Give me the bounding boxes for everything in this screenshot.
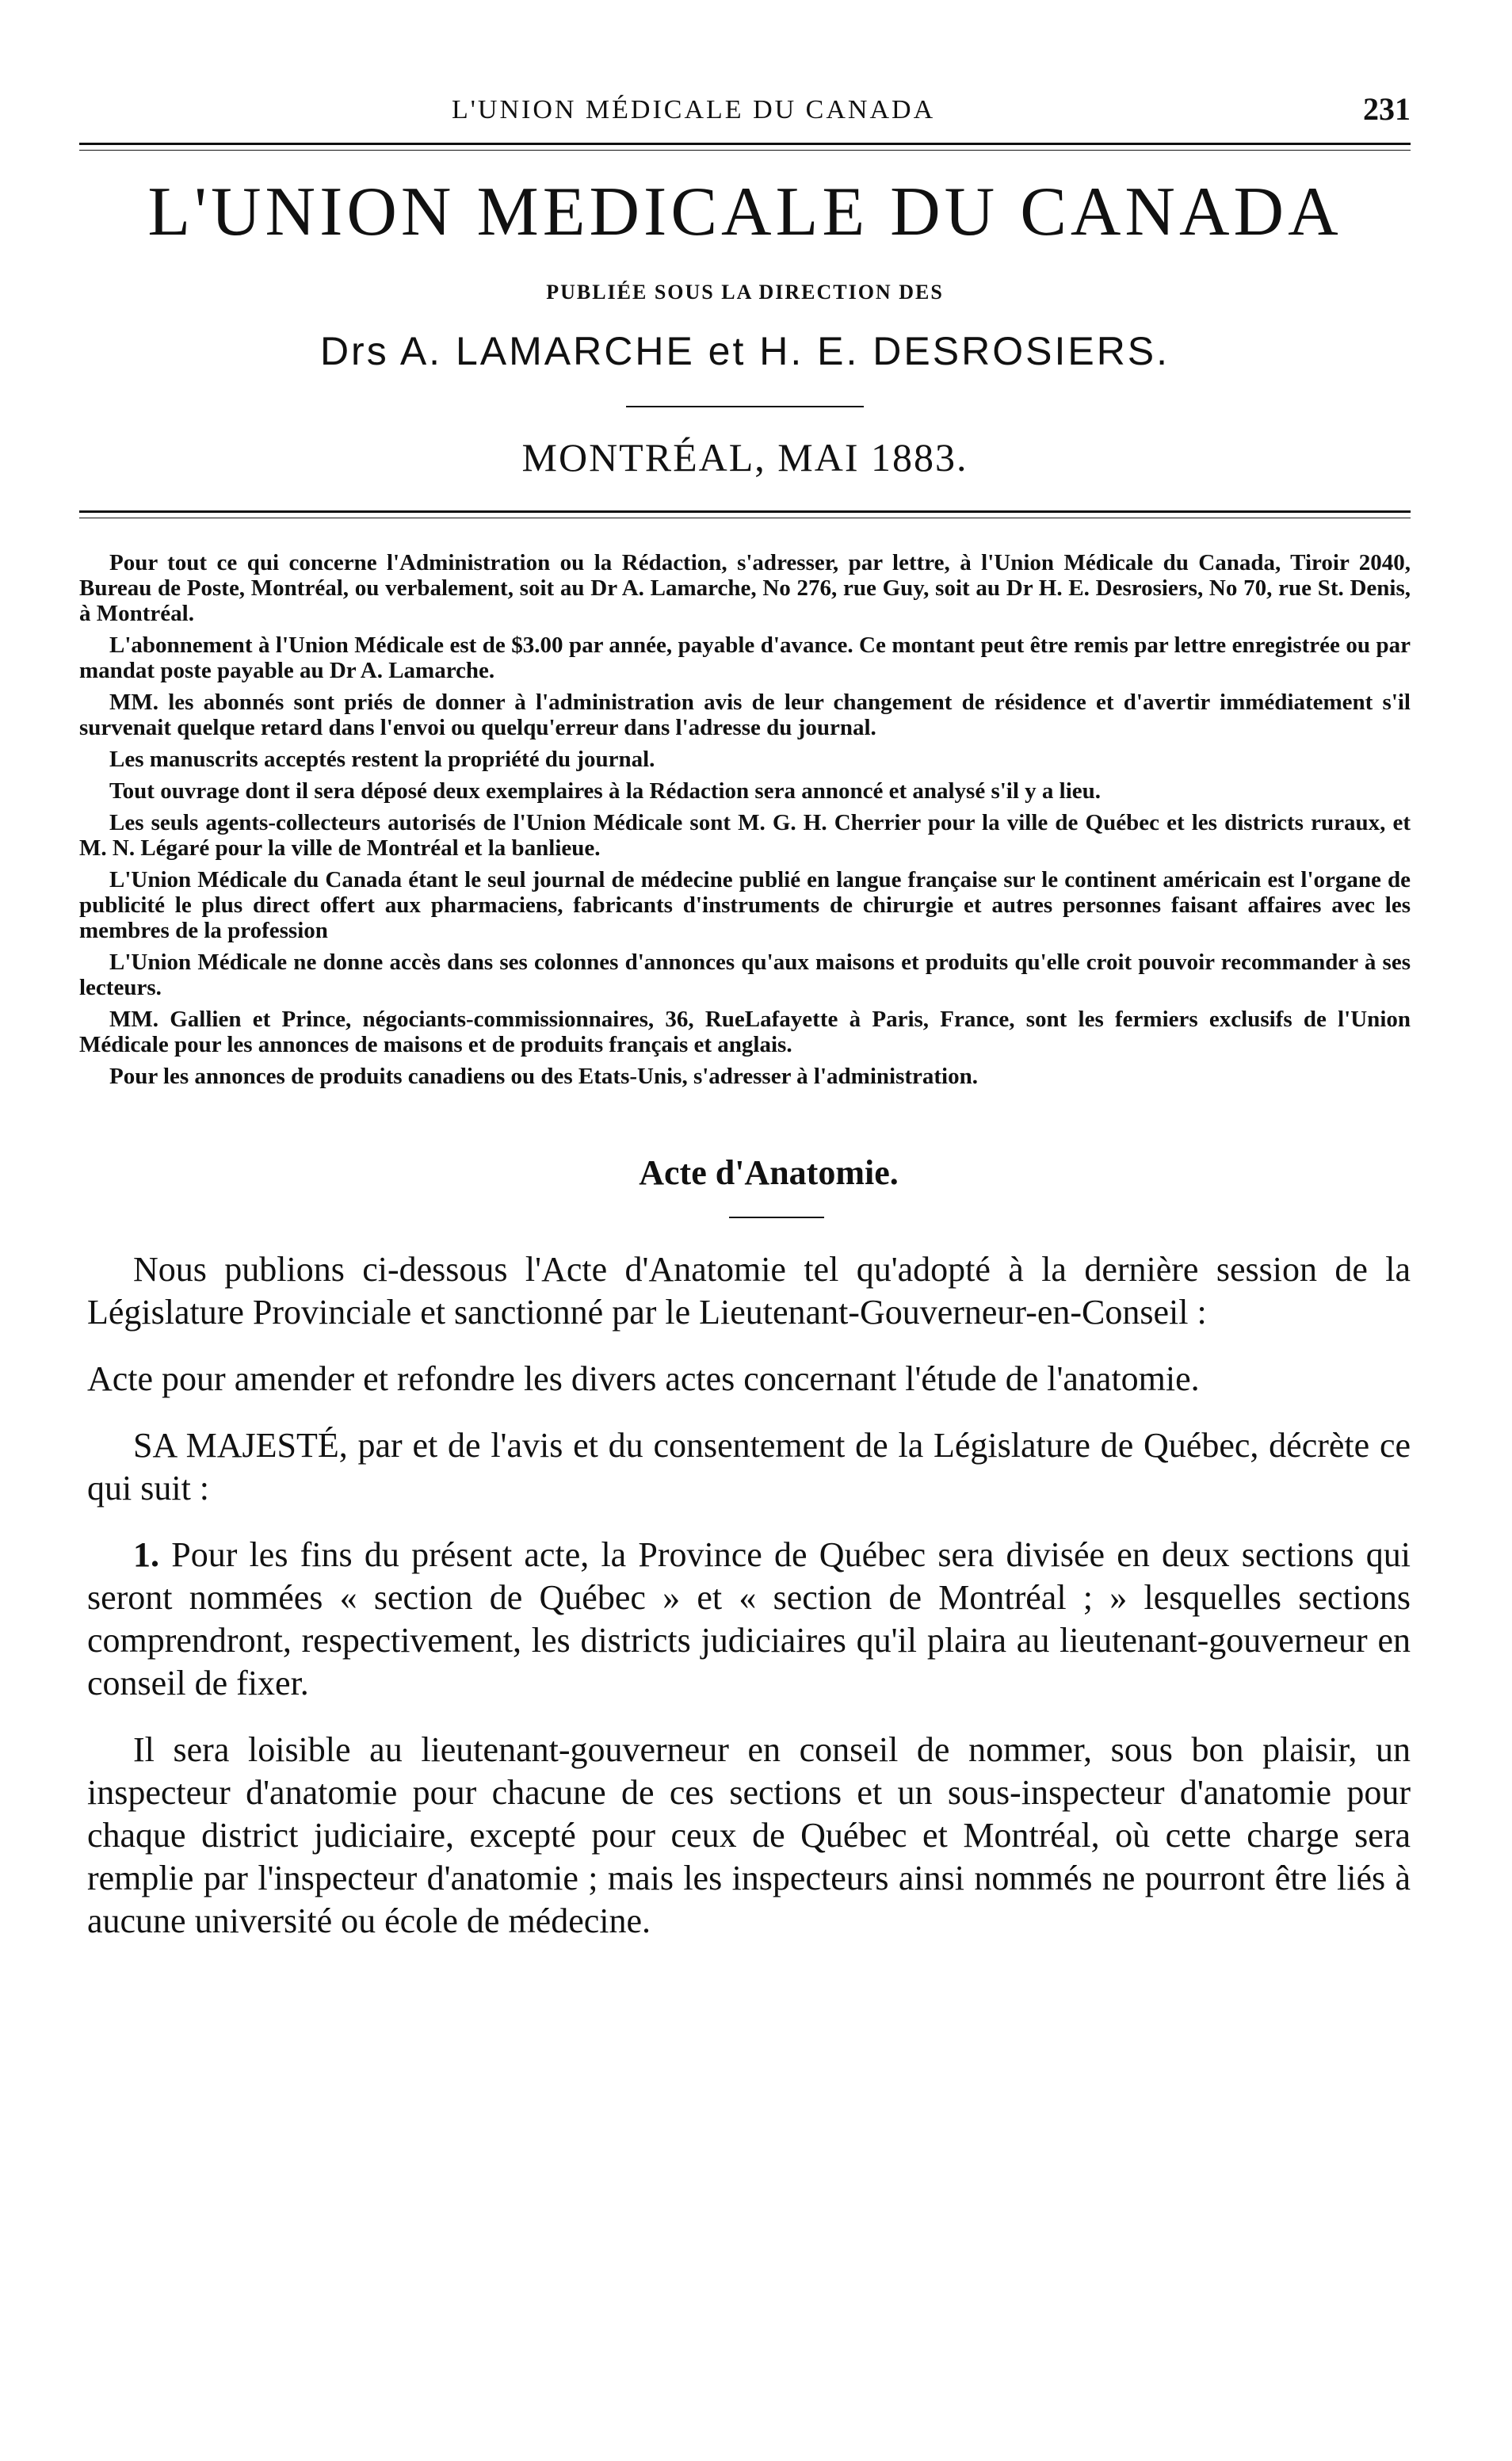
journal-page — [79, 91, 1411, 1966]
notice-administration: Pour tout ce qui concerne l'Administration ou la Rédaction, s'adresser, par lettre, à l'Union Médicale du Canada, Tiroir 2040, Bureau de Poste, Montréal, ou verbalement, soit au Dr A. Lamarche, No 276, rue Guy, soit au Dr H. E. Desrosiers, No 70, rue St. Denis, à Montréal. — [79, 550, 1411, 626]
section-1-paragraph-2: Il sera loisible au lieutenant-gouverneur en conseil de nommer, sous bon plaisir, un inspecteur d'anatomie pour chacune de ces sections et un sous-inspecteur d'anatomie pour chaque district judiciaire, excepté pour ceux de Québec et Montréal, où cette charge sera remplie par l'inspecteur d'anatomie ; mais les inspecteurs ainsi nommés ne pourront être liés à aucune université ou école de médecine. — [87, 1730, 1411, 1940]
enactment-clause: SA MAJESTÉ, par et de l'avis et du consentement de la Législature de Québec, décrète ce qui suit : — [87, 1426, 1411, 1508]
notices-block — [79, 550, 1411, 1089]
notice-subscription: L'abonnement à l'Union Médicale est de $3.00 par année, payable d'avance. Ce montant peut être remis par lettre enregistrée ou par mandat poste payable au Dr A. Lamarche. — [79, 632, 1411, 683]
running-head — [79, 91, 1411, 143]
notice-subscribers: MM. les abonnés sont priés de donner à l'administration avis de leur changement de résidence et d'avertir immédiatement s'il survenait quelque retard dans l'envoi ou quelqu'erreur dans l'adresse du journal. — [79, 690, 1411, 740]
section-1-text: Pour les fins du présent acte, la Province de Québec sera divisée en deux sections qui seront nommées « section de Québec » et « section de Montréal ; » lesquelles sections comprendront, respectivement, les districts judiciaires qu'il plaira au lieutenant-gouverneur en conseil de fixer. — [87, 1535, 1411, 1702]
notice-canadian-ads: Pour les annonces de produits canadiens ou des Etats-Unis, s'adresser à l'administration. — [109, 1064, 978, 1089]
article-title: Acte d'Anatomie. — [639, 1153, 899, 1192]
published-under: PUBLIÉE SOUS LA DIRECTION DES — [546, 281, 944, 304]
section-1-number: 1. — [133, 1535, 159, 1574]
page-number: 231 — [1363, 91, 1411, 127]
running-title: L'UNION MÉDICALE DU CANADA — [452, 95, 936, 124]
editors-line: Drs A. LAMARCHE et H. E. DESROSIERS. — [319, 329, 1170, 373]
dateline: MONTRÉAL, MAI 1883. — [521, 435, 968, 480]
section-1 — [87, 1534, 1411, 1705]
act-title: Acte pour amender et refondre les divers actes concernant l'étude de l'anatomie. — [87, 1359, 1200, 1398]
notice-manuscripts: Les manuscrits acceptés restent la propriété du journal. — [109, 747, 655, 772]
masthead-double-rule — [79, 510, 1411, 518]
header-double-rule — [79, 143, 1411, 151]
masthead-short-rule — [626, 406, 864, 407]
notice-reviews: Tout ouvrage dont il sera déposé deux exemplaires à la Rédaction sera annoncé et analysé s'il y a lieu. — [109, 778, 1102, 804]
masthead-title: L'UNION MEDICALE DU CANADA — [147, 174, 1342, 250]
article-intro: Nous publions ci-dessous l'Acte d'Anatomie tel qu'adopté à la dernière session de la Législature Provinciale et sanctionné par le Lieutenant-Gouverneur-en-Conseil : — [87, 1250, 1411, 1332]
article-title-rule — [729, 1217, 824, 1218]
notice-advertisers: L'Union Médicale ne donne accès dans ses colonnes d'annonces qu'aux maisons et produits qu'elle croit pouvoir recommander à ses lecteurs. — [79, 950, 1411, 1000]
notice-agents: Les seuls agents-collecteurs autorisés de l'Union Médicale sont M. G. H. Cherrier pour la ville de Québec et les districts ruraux, et M. N. Légaré pour la ville de Montréal et la banlieue. — [79, 810, 1411, 861]
notice-paris-agents: MM. Gallien et Prince, négociants-commissionnaires, 36, RueLafayette à Paris, France, sont les fermiers exclusifs de l'Union Médicale pour les annonces de maisons et de produits français et anglais. — [79, 1007, 1411, 1057]
article-body — [87, 1248, 1411, 1943]
notice-advertising: L'Union Médicale du Canada étant le seul journal de médecine publié en langue française sur le continent américain est l'organe de publicité le plus direct offert aux pharmaciens, fabricants d'instruments de chirurgie et autres personnes faisant affaires avec les membres de la profession — [79, 867, 1411, 943]
